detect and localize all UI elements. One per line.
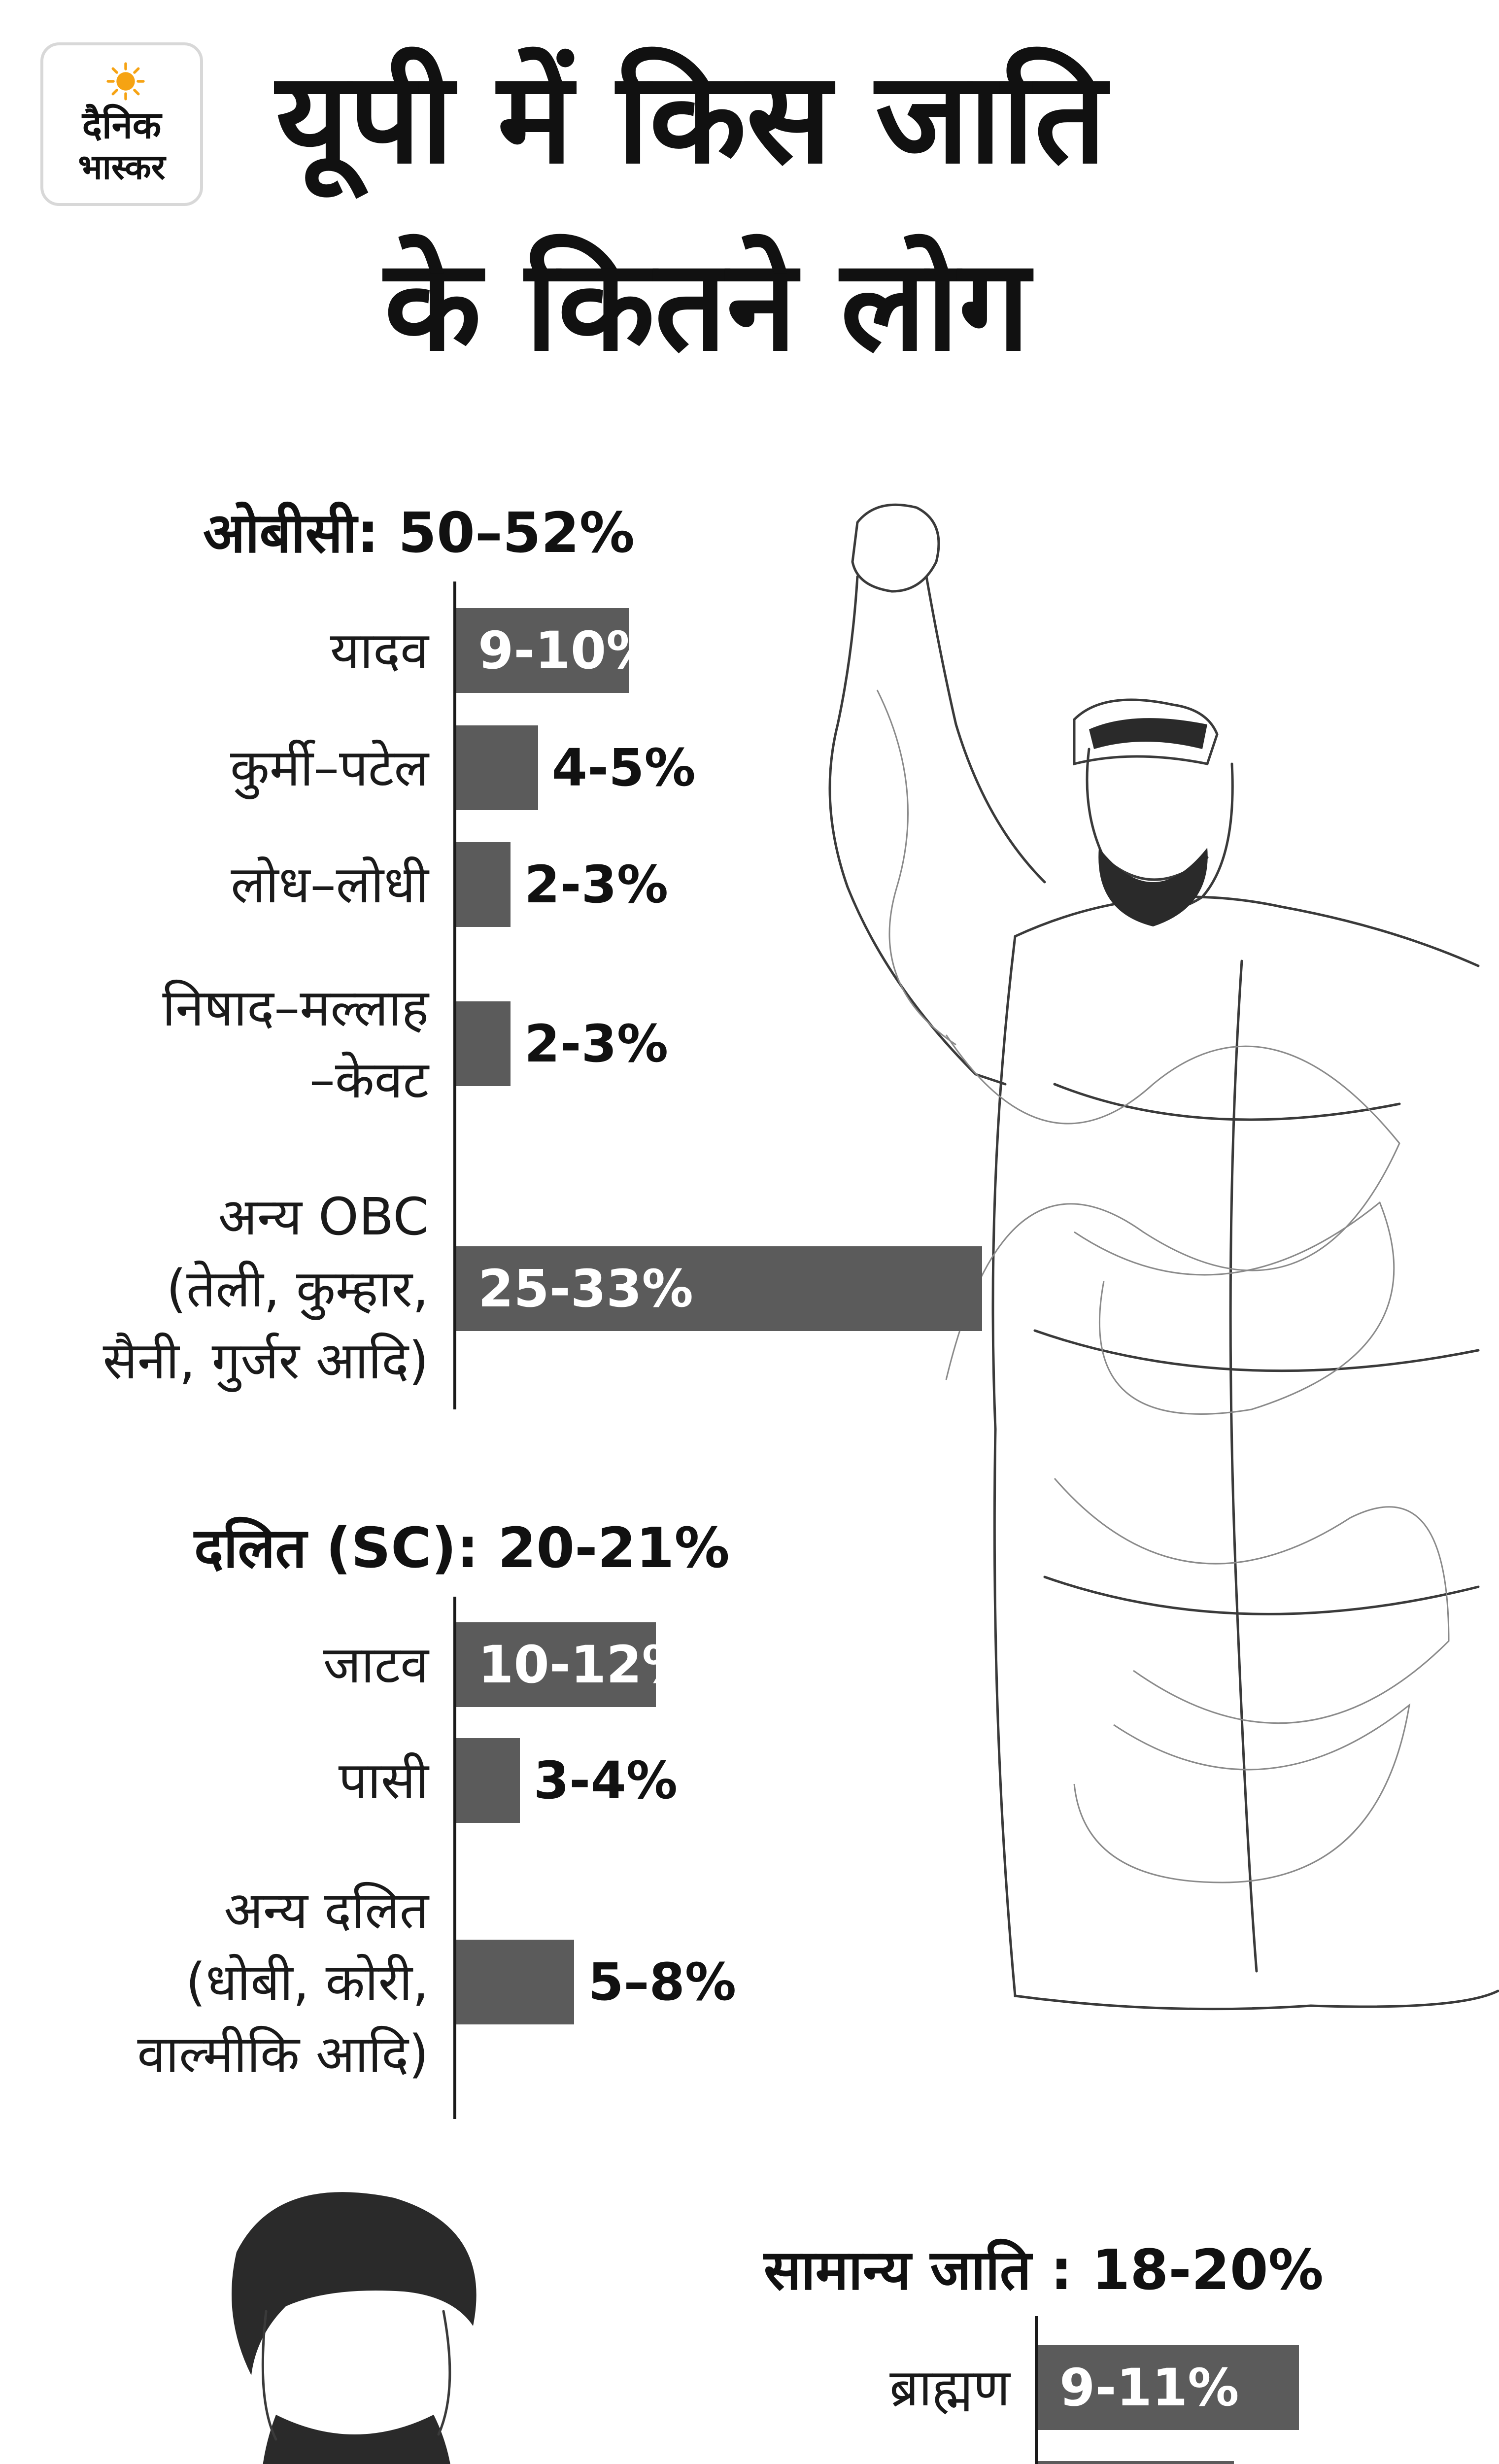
page-title-line-1: यूपी में किस जाति	[276, 45, 1107, 192]
obc-category-label	[231, 849, 429, 921]
sc-category-label-line: अन्य दलित	[224, 1880, 429, 1940]
obc-category-label-line: अन्य OBC	[218, 1187, 429, 1247]
sun-icon	[106, 62, 145, 101]
obc-category-label	[103, 1181, 429, 1397]
sc-category-label	[323, 1629, 429, 1701]
obc-bar	[456, 1001, 511, 1086]
obc-value-label: 4-5%	[551, 738, 696, 798]
obc-category-label-line: कुर्मी–पटेल	[230, 738, 429, 798]
sc-category-label-line: वाल्मीकि आदि)	[137, 2024, 429, 2084]
sc-section-title: दलित (SC): 20-21%	[194, 1516, 730, 1580]
obc-value-label: 25-33%	[478, 1259, 693, 1319]
general-value-label: 9-11%	[1059, 2358, 1239, 2418]
general-category-label-line: ब्राह्मण	[889, 2358, 1010, 2418]
obc-category-label	[162, 972, 429, 1116]
sc-bar	[456, 1940, 574, 2024]
obc-section-title: ओबीसी: 50–52%	[203, 501, 635, 565]
obc-value-label: 9-10%	[478, 620, 658, 681]
sc-value-label: 3-4%	[533, 1750, 678, 1811]
page-title-line-2: के कितने लोग	[384, 232, 1030, 379]
obc-category-label-line: (तेली, कुम्हार,	[166, 1259, 429, 1319]
obc-category-label-line: निषाद–मल्लाह	[162, 978, 429, 1038]
sc-category-label-line: (धोबी, कोरी,	[185, 1952, 429, 2012]
logo-line-2: भास्कर	[78, 147, 166, 187]
obc-value-label: 2-3%	[524, 855, 669, 915]
obc-value-label: 2-3%	[524, 1014, 669, 1074]
sketch-man-in-vest-illustration	[0, 2183, 705, 2464]
obc-category-label-line: यादव	[330, 620, 429, 681]
obc-category-label-line: –केवट	[309, 1050, 429, 1110]
obc-bar	[456, 842, 511, 927]
obc-bar	[456, 725, 538, 810]
sc-value-label: 10-12%	[478, 1635, 693, 1695]
general-section-title: सामान्य जाति : 18-20%	[764, 2238, 1324, 2302]
sc-category-label-line: जाटव	[323, 1635, 429, 1695]
obc-category-label-line: सैनी, गुर्जर आदि)	[102, 1331, 429, 1391]
sc-value-label: 5–8%	[588, 1952, 737, 2012]
obc-category-label	[330, 615, 429, 686]
obc-category-label-line: लोध–लोधी	[231, 855, 429, 915]
sc-category-label-line: पासी	[338, 1750, 429, 1811]
general-category-label	[889, 2352, 1010, 2424]
sc-category-label	[137, 1874, 429, 2090]
logo-line-1: दैनिक	[82, 103, 162, 147]
dainik-bhaskar-logo	[40, 42, 203, 206]
obc-category-label	[230, 732, 429, 804]
sc-bar	[456, 1738, 520, 1823]
sc-category-label	[339, 1745, 429, 1816]
